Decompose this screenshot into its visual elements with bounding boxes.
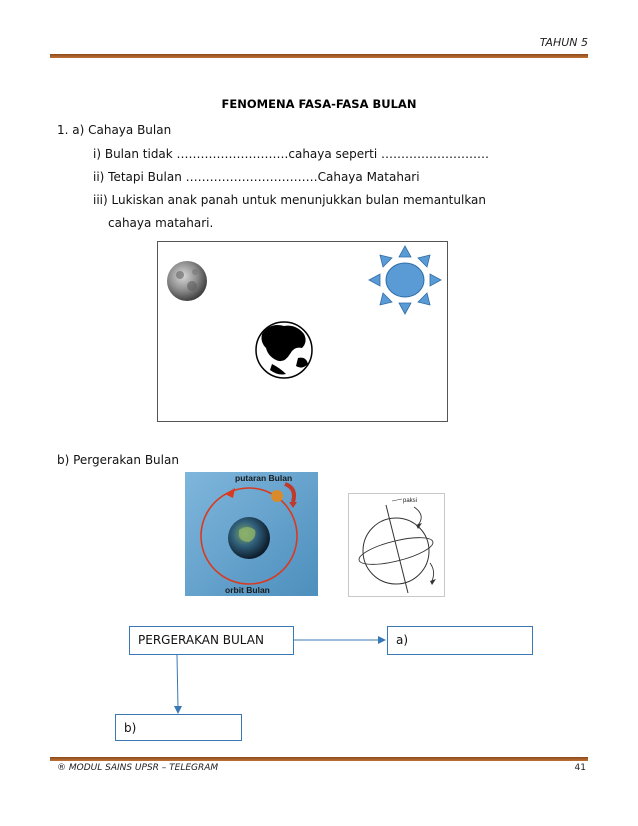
question-1b-heading: b) Pergerakan Bulan xyxy=(57,453,179,467)
earth-icon xyxy=(256,322,312,378)
moon-orbit-image xyxy=(185,472,318,596)
page-number: 41 xyxy=(574,763,586,773)
question-1a-item-iii-continued: cahaya matahari. xyxy=(108,216,214,230)
orbit-label-orbit: orbit Bulan xyxy=(225,585,270,595)
question-1a-item-ii: ii) Tetapi Bulan ……………………………Cahaya Matahari xyxy=(93,170,420,184)
moon-axis-image xyxy=(348,493,445,597)
moon-icon xyxy=(271,490,283,502)
moon-icon xyxy=(167,261,207,301)
drawing-area[interactable] xyxy=(157,241,448,422)
footer-text: ® MODUL SAINS UPSR – TELEGRAM xyxy=(57,763,219,773)
sun-earth-moon-illustration xyxy=(158,242,449,423)
arrow-to-b xyxy=(177,655,178,708)
footer-rule xyxy=(50,757,588,761)
arrow-head-a xyxy=(378,636,386,644)
question-1a-heading: 1. a) Cahaya Bulan xyxy=(57,123,172,137)
question-1a-item-iii: iii) Lukiskan anak panah untuk menunjukkan bulan memantulkan xyxy=(93,193,487,207)
arrow-head-b xyxy=(174,706,182,714)
header-rule xyxy=(50,54,588,58)
sun-icon xyxy=(369,246,441,314)
axis-label: paksi xyxy=(403,498,418,504)
header-tag: TAHUN 5 xyxy=(539,36,588,49)
page-title: FENOMENA FASA-FASA BULAN xyxy=(221,97,417,111)
flowchart-main-box: PERGERAKAN BULAN xyxy=(129,626,294,655)
orbit-label-rotation: putaran Bulan xyxy=(235,473,293,483)
flowchart-answer-a-box[interactable]: a) xyxy=(387,626,533,655)
flowchart-answer-b-box[interactable]: b) xyxy=(115,714,242,741)
question-1a-item-i: i) Bulan tidak ……………………….cahaya seperti ……………………… xyxy=(93,147,489,161)
